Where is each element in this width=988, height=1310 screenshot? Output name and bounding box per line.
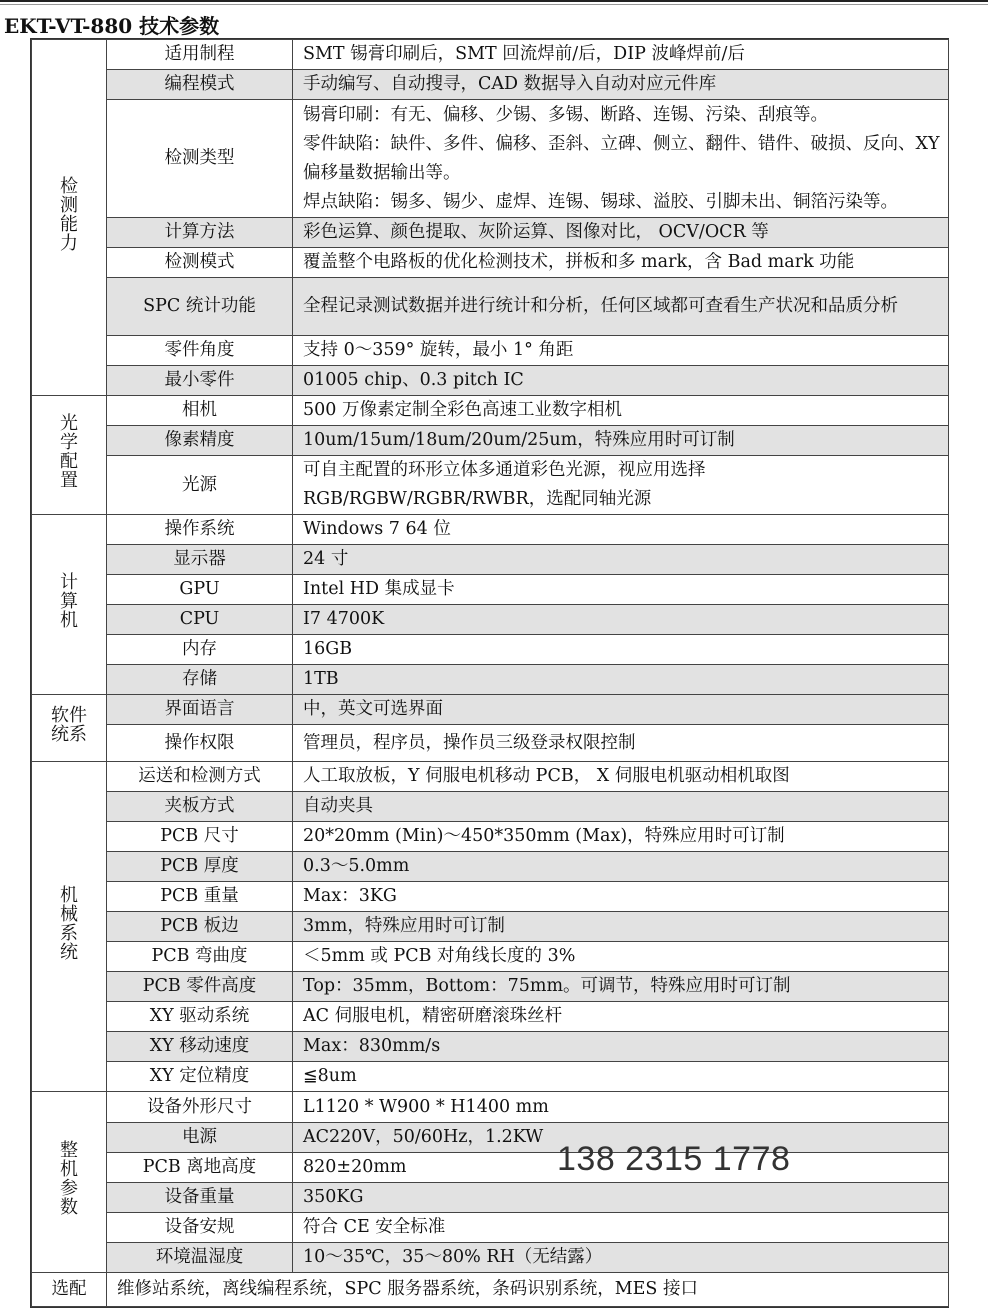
spec-row: [32, 1002, 949, 1032]
spec-value-line: 24 寸: [303, 549, 349, 569]
spec-label: 像素精度: [107, 426, 293, 456]
spec-row: [32, 605, 949, 635]
spec-row: [32, 762, 949, 792]
spec-value: [293, 1002, 949, 1032]
spec-value: [293, 278, 949, 336]
spec-label: 界面语言: [107, 695, 293, 725]
spec-label: 相机: [107, 396, 293, 426]
spec-value: [293, 426, 949, 456]
spec-value: [293, 725, 949, 762]
spec-label: 设备外形尺寸: [107, 1092, 293, 1123]
spec-value: [293, 942, 949, 972]
spec-label: XY 定位精度: [107, 1062, 293, 1092]
spec-row: [32, 1153, 949, 1183]
section-category-label: 光学配置: [60, 413, 78, 491]
spec-row: [32, 822, 949, 852]
spec-row: [32, 665, 949, 695]
spec-label: 零件角度: [107, 336, 293, 366]
spec-row: [32, 1183, 949, 1213]
spec-row: [32, 1032, 949, 1062]
spec-label: 操作权限: [107, 725, 293, 762]
spec-label: 环境温湿度: [107, 1243, 293, 1273]
spec-value-line: AC 伺服电机，精密研磨滚珠丝杆: [303, 1006, 563, 1026]
spec-row: [32, 545, 949, 575]
spec-value-line: Max：3KG: [303, 886, 397, 906]
spec-value-line: 500 万像素定制全彩色高速工业数字相机: [303, 400, 622, 420]
spec-value: [293, 1032, 949, 1062]
spec-row: [32, 366, 949, 396]
top-rule-thin: [0, 4, 988, 5]
spec-value-line: 覆盖整个电路板的优化检测技术，拼板和多 mark，含 Bad mark 功能: [303, 252, 855, 272]
section-category: [32, 40, 107, 396]
spec-row: [32, 792, 949, 822]
spec-value-line: 支持 0～359° 旋转，最小 1° 角距: [303, 340, 574, 360]
spec-value: [293, 1183, 949, 1213]
options-row: [32, 1273, 949, 1307]
spec-row: [32, 278, 949, 336]
spec-value: [293, 248, 949, 278]
spec-row: [32, 575, 949, 605]
spec-value-line: SMT 锡膏印刷后，SMT 回流焊前/后，DIP 波峰焊前/后: [303, 44, 745, 64]
spec-value-line: 10～35℃，35～80% RH（无结露）: [303, 1247, 603, 1267]
spec-value-line: 人工取放板，Y 伺服电机移动 PCB， X 伺服电机驱动相机取图: [303, 766, 790, 786]
spec-label: CPU: [107, 605, 293, 635]
spec-value: [293, 972, 949, 1002]
spec-label: 检测类型: [107, 100, 293, 218]
spec-value-line: 彩色运算、颜色提取、灰阶运算、图像对比， OCV/OCR 等: [303, 222, 769, 242]
spec-sheet: [30, 38, 949, 1308]
section-category: [32, 1092, 107, 1273]
spec-label: PCB 弯曲度: [107, 942, 293, 972]
spec-label: 光源: [107, 456, 293, 515]
spec-row: [32, 882, 949, 912]
spec-value-line: L1120 * W900 * H1400 mm: [303, 1096, 549, 1117]
section-category: [32, 762, 107, 1092]
spec-label: 操作系统: [107, 515, 293, 545]
spec-label: 夹板方式: [107, 792, 293, 822]
spec-row: [32, 426, 949, 456]
spec-row: [32, 100, 949, 218]
spec-value: [293, 1092, 949, 1123]
spec-label: PCB 零件高度: [107, 972, 293, 1002]
spec-row: [32, 336, 949, 366]
spec-value-line: 16GB: [303, 639, 353, 659]
spec-table: [31, 39, 949, 1307]
spec-value-line: 350KG: [303, 1187, 364, 1207]
spec-value-line: 手动编写、自动搜寻，CAD 数据导入自动对应元件库: [303, 74, 717, 94]
spec-label: 最小零件: [107, 366, 293, 396]
spec-row: [32, 1062, 949, 1092]
section-category: [32, 396, 107, 515]
spec-label: 运送和检测方式: [107, 762, 293, 792]
spec-value: [293, 456, 949, 515]
section-category: [32, 695, 107, 762]
spec-value-line: I7 4700K: [303, 609, 385, 629]
spec-row: [32, 942, 949, 972]
spec-label: 检测模式: [107, 248, 293, 278]
section-category-label: 计算机: [60, 572, 78, 631]
spec-table-body: [32, 40, 949, 1307]
spec-value: [293, 852, 949, 882]
spec-value-line: 820±20mm: [303, 1157, 407, 1177]
spec-label: GPU: [107, 575, 293, 605]
spec-row: [32, 70, 949, 100]
spec-value-line: Windows 7 64 位: [303, 519, 451, 539]
spec-label: 编程模式: [107, 70, 293, 100]
spec-value-line: 自动夹具: [303, 796, 373, 816]
spec-value: [293, 635, 949, 665]
section-category: [32, 515, 107, 695]
section-category-label: 检测能力: [60, 175, 78, 254]
spec-label: PCB 重量: [107, 882, 293, 912]
spec-value: [293, 336, 949, 366]
spec-row: [32, 635, 949, 665]
spec-label: 显示器: [107, 545, 293, 575]
spec-label: 设备安规: [107, 1213, 293, 1243]
spec-row: [32, 695, 949, 725]
spec-row: [32, 248, 949, 278]
spec-value: [293, 396, 949, 426]
spec-label: PCB 尺寸: [107, 822, 293, 852]
spec-label: SPC 统计功能: [107, 278, 293, 336]
spec-value: [293, 792, 949, 822]
spec-value: [293, 70, 949, 100]
watermark-phone: 138 2315 1778: [557, 1140, 791, 1178]
section-category-label: 机械系统: [60, 884, 78, 963]
spec-value: [293, 40, 949, 70]
spec-label: 计算方法: [107, 218, 293, 248]
spec-row: [32, 515, 949, 545]
spec-value-line: AC220V，50/60Hz，1.2KW: [303, 1127, 544, 1147]
spec-value-line: 焊点缺陷：锡多、锡少、虚焊、连锡、锡球、溢胶、引脚未出、铜箔污染等。: [303, 191, 898, 212]
spec-value: [293, 366, 949, 396]
spec-row: [32, 218, 949, 248]
spec-value-line: 可自主配置的环形立体多通道彩色光源，视应用选择 RGB/RGBW/RGBR/RWBR，选配同轴光源: [303, 460, 706, 509]
spec-row: [32, 912, 949, 942]
section-category-label: 整机参数: [60, 1140, 78, 1218]
spec-row: [32, 1213, 949, 1243]
spec-value-line: 符合 CE 安全标准: [303, 1217, 446, 1237]
spec-label: 适用制程: [107, 40, 293, 70]
spec-label: 内存: [107, 635, 293, 665]
spec-value-line: ≦8um: [303, 1066, 357, 1086]
options-value: 维修站系统，离线编程系统，SPC 服务器系统，条码识别系统，MES 接口: [107, 1273, 949, 1307]
page-title: EKT-VT-880 技术参数: [4, 14, 220, 38]
spec-value-line: 1TB: [303, 669, 339, 689]
spec-value: [293, 575, 949, 605]
spec-value-line: 01005 chip、0.3 pitch IC: [303, 370, 524, 390]
spec-value-line: Intel HD 集成显卡: [303, 579, 455, 599]
spec-value: [293, 605, 949, 635]
spec-label: 电源: [107, 1123, 293, 1153]
spec-row: [32, 972, 949, 1002]
spec-value: [293, 218, 949, 248]
section-category-label: 软件统系: [51, 705, 87, 745]
spec-value-line: Top：35mm，Bottom：75mm。可调节，特殊应用时可订制: [303, 976, 791, 996]
spec-value-line: 中，英文可选界面: [303, 699, 443, 719]
spec-value: [293, 1062, 949, 1092]
spec-row: [32, 1092, 949, 1123]
spec-value-line: ＜5mm 或 PCB 对角线长度的 3%: [303, 946, 576, 966]
spec-value-line: 0.3～5.0mm: [303, 856, 410, 876]
spec-row: [32, 1243, 949, 1273]
spec-row: [32, 852, 949, 882]
spec-value: [293, 762, 949, 792]
top-rule: [0, 0, 988, 2]
spec-value-line: 10um/15um/18um/20um/25um，特殊应用时可订制: [303, 430, 735, 450]
spec-value-line: 锡膏印刷：有无、偏移、少锡、多锡、断路、连锡、污染、刮痕等。: [303, 104, 828, 125]
spec-label: XY 驱动系统: [107, 1002, 293, 1032]
spec-value: [293, 515, 949, 545]
spec-value: [293, 1213, 949, 1243]
spec-value-line: 3mm，特殊应用时可订制: [303, 916, 505, 936]
spec-value: [293, 695, 949, 725]
spec-row: [32, 725, 949, 762]
spec-value: [293, 545, 949, 575]
spec-row: [32, 1123, 949, 1153]
spec-row: [32, 456, 949, 515]
spec-label: XY 移动速度: [107, 1032, 293, 1062]
spec-value: [293, 665, 949, 695]
options-label: 选配: [32, 1273, 107, 1307]
spec-value: [293, 1243, 949, 1273]
spec-value: [293, 882, 949, 912]
spec-row: [32, 396, 949, 426]
spec-value: [293, 912, 949, 942]
spec-value-line: 管理员，程序员，操作员三级登录权限控制: [303, 732, 636, 753]
spec-value-line: Max：830mm/s: [303, 1036, 441, 1056]
spec-value: [293, 822, 949, 852]
spec-value-line: 20*20mm (Min)～450*350mm (Max)，特殊应用时可订制: [303, 826, 785, 846]
spec-row: [32, 40, 949, 70]
spec-value: [293, 100, 949, 218]
spec-label: 存储: [107, 665, 293, 695]
spec-label: PCB 板边: [107, 912, 293, 942]
spec-label: 设备重量: [107, 1183, 293, 1213]
spec-label: PCB 离地高度: [107, 1153, 293, 1183]
spec-value-line: 零件缺陷：缺件、多件、偏移、歪斜、立碑、侧立、翻件、错件、破损、反向、XY 偏移量数据输出等。: [303, 133, 940, 183]
spec-value-line: 全程记录测试数据并进行统计和分析，任何区域都可查看生产状况和品质分析: [303, 296, 898, 316]
spec-label: PCB 厚度: [107, 852, 293, 882]
